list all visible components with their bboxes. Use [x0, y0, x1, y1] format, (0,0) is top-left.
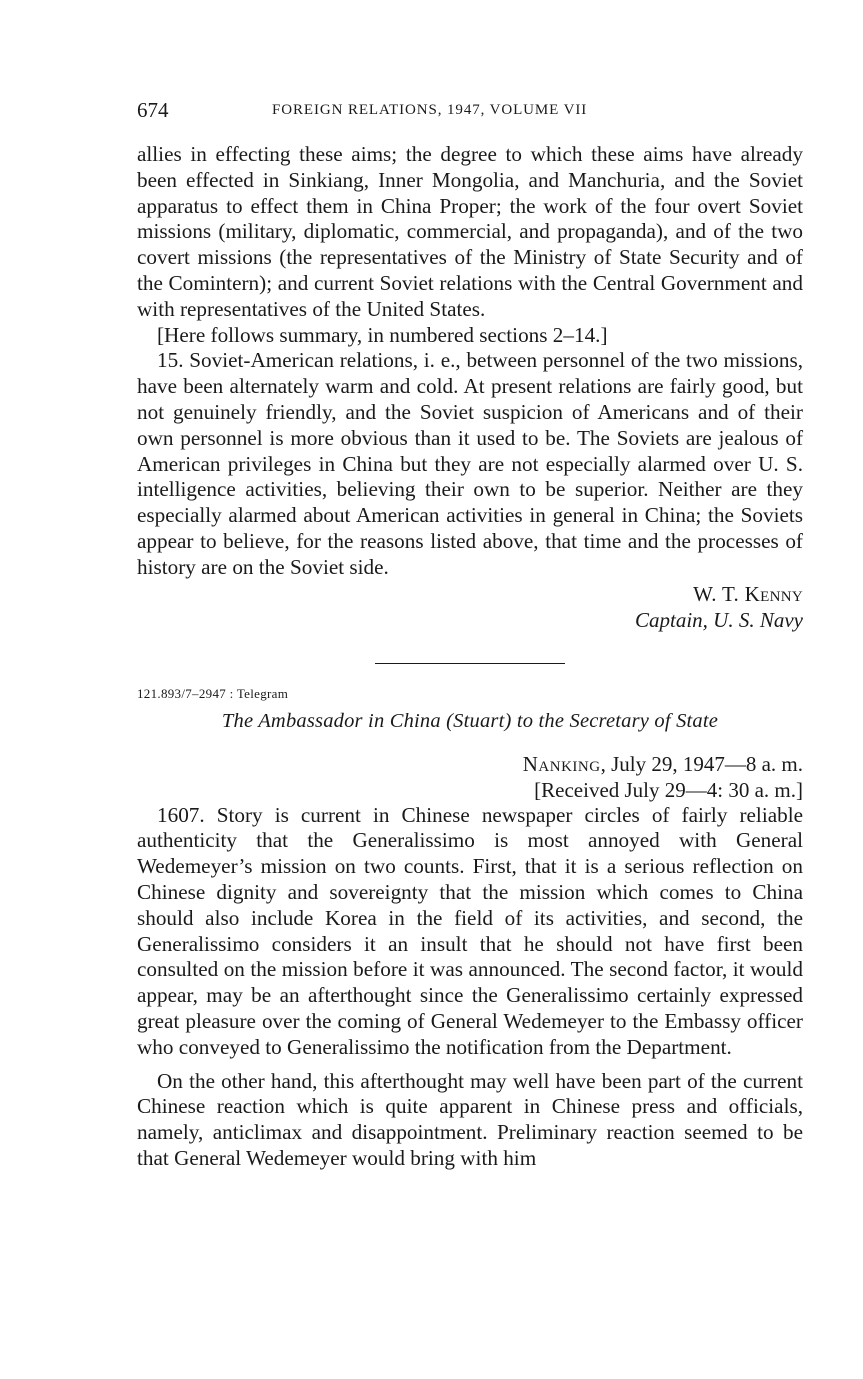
- continued-paragraph: allies in effecting these aims; the degree to which these aims have already been effected in Sinkiang, Inner Mongolia, and Manchuria, and the Soviet apparatus to effect them in China Proper; the work of the four overt Soviet missions (military, diplomatic, commercial, and propaganda), and of the two covert missions (the representatives of the Ministry of State Security and of the Comintern); and current Soviet relations with the Central Government and with representatives of the United States.: [137, 142, 803, 321]
- file-reference: 121.893/7–2947 : Telegram: [137, 685, 289, 701]
- document-heading: The Ambassador in China (Stuart) to the Secretary of State: [221, 709, 719, 732]
- signature-title: Captain, U. S. Navy: [635, 607, 803, 632]
- document-page: [137, 98, 803, 1172]
- paragraph-1607: 1607. Story is current in Chinese newspaper circles of fairly reliable authenticity that the Generalissimo is most annoyed with General Wedemeyer’s mission on two counts. First, that it is a serious reflection on Chinese dignity and sovereignty that the mission which comes to China should also include Korea in the field of its activities, and second, the Generalissimo considers it an insult that he should not have first been consulted on the mission before it was announced. The second factor, it would appear, may be an afterthought since the Generalissimo certainly expressed great pleasure over the coming of General Wedemeyer to the Embassy officer who conveyed to Generalissimo the notification from the Department.: [137, 802, 803, 1059]
- running-header: [137, 98, 803, 128]
- page-number: 674: [137, 98, 169, 122]
- dateline-sent: [137, 751, 803, 777]
- dateline-city: Nanking: [522, 751, 601, 776]
- dateline-received: [Received July 29—4: 30 a. m.]: [534, 777, 803, 802]
- dateline-date: , July 29, 1947—8 a. m.: [600, 751, 803, 776]
- signature-block: [137, 581, 803, 633]
- paragraph-other-hand: On the other hand, this afterthought may well have been part of the current Chinese reaction which is quite apparent in Chinese press and officials, namely, anticlimax and disappointment. Preliminary reaction seemed to be that General Wedemeyer would bring with him: [137, 1068, 803, 1170]
- running-title: FOREIGN RELATIONS, 1947, VOLUME VII: [272, 102, 588, 118]
- editorial-note: [Here follows summary, in numbered sections 2–14.]: [157, 322, 608, 347]
- section-divider: [375, 663, 565, 664]
- signature-name: W. T. Kenny: [693, 581, 803, 606]
- dateline: [137, 751, 803, 803]
- paragraph-15: 15. Soviet-American relations, i. e., between personnel of the two missions, have been alternately warm and cold. At present relations are fairly good, but not genuinely friendly, and the Soviet suspicion of Americans and of their own personnel is more obvious than it used to be. The Soviets are jealous of American privileges in China but they are not especially alarmed over U. S. intelligence activities, believing their own to be superior. Neither are they especially alarmed about American activities in general in China; the Soviets appear to believe, for the reasons listed above, that time and the processes of history are on the Soviet side.: [137, 348, 803, 579]
